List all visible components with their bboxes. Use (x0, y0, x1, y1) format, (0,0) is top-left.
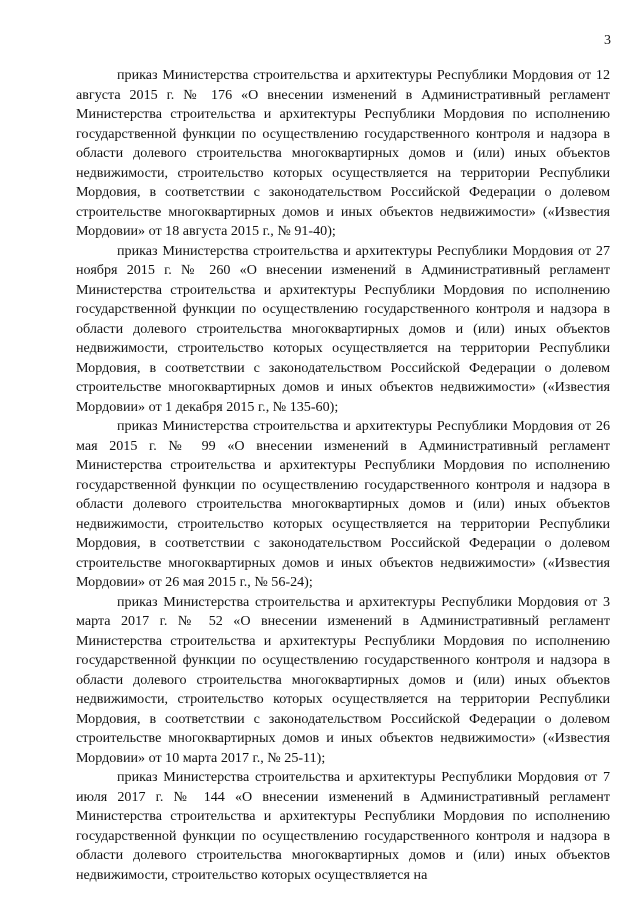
paragraph-order-144: приказ Министерства строительства и архитектуры Республики Мордовия от 7 июля 2017 г. № 144 «О внесении изменений в Административный регламент Министерства строительства и архитектуры Республики Мордовия по исполнению государственной функции по осуществлению государственного контроля и надзора в области долевого строительства многоквартирных домов и (или) иных объектов недвижимости, строительство которых осуществляется на (76, 769, 610, 883)
paragraph-order-176: приказ Министерства строительства и архитектуры Республики Мордовия от 12 августа 2015 г. № 176 «О внесении изменений в Административный регламент Министерства строительства и архитектуры Республики Мордовия по исполнению государственной функции по осуществлению государственного контроля и надзора в области долевого строительства многоквартирных домов и (или) иных объектов недвижимости, строительство которых осуществляется на территории Республики Мордовия, в соответствии с законодательством Российской Федерации о долевом строительстве многоквартирных домов и иных объектов недвижимости» («Известия Мордовии» от 18 августа 2015 г., № 91-40); (76, 67, 610, 239)
paragraph-order-99: приказ Министерства строительства и архитектуры Республики Мордовия от 26 мая 2015 г. № 99 «О внесении изменений в Административный регламент Министерства строительства и архитектуры Республики Мордовия по исполнению государственной функции по осуществлению государственного контроля и надзора в области долевого строительства многоквартирных домов и (или) иных объектов недвижимости, строительство которых осуществляется на территории Республики Мордовия, в соответствии с законодательством Российской Федерации о долевом строительстве многоквартирных домов и иных объектов недвижимости» («Известия Мордовии» от 26 мая 2015 г., № 56-24); (76, 418, 610, 590)
document-body (76, 66, 610, 885)
paragraph-order-260: приказ Министерства строительства и архитектуры Республики Мордовия от 27 ноября 2015 г. № 260 «О внесении изменений в Административный регламент Министерства строительства и архитектуры Республики Мордовия по исполнению государственной функции по осуществлению государственного контроля и надзора в области долевого строительства многоквартирных домов и (или) иных объектов недвижимости, строительство которых осуществляется на территории Республики Мордовия, в соответствии с законодательством Российской Федерации о долевом строительстве многоквартирных домов и иных объектов недвижимости» («Известия Мордовии» от 1 декабря 2015 г., № 135-60); (76, 242, 610, 415)
page-number: 3 (604, 33, 611, 48)
paragraph-order-52: приказ Министерства строительства и архитектуры Республики Мордовия от 3 марта 2017 г. № 52 «О внесении изменений в Административный регламент Министерства строительства и архитектуры Республики Мордовия по исполнению государственной функции по осуществлению государственного контроля и надзора в области долевого строительства многоквартирных домов и (или) иных объектов недвижимости, строительство которых осуществляется на территории Республики Мордовия, в соответствии с законодательством Российской Федерации о долевом строительстве многоквартирных домов и иных объектов недвижимости» («Известия Мордовии» от 10 марта 2017 г., № 25-11); (76, 593, 610, 766)
